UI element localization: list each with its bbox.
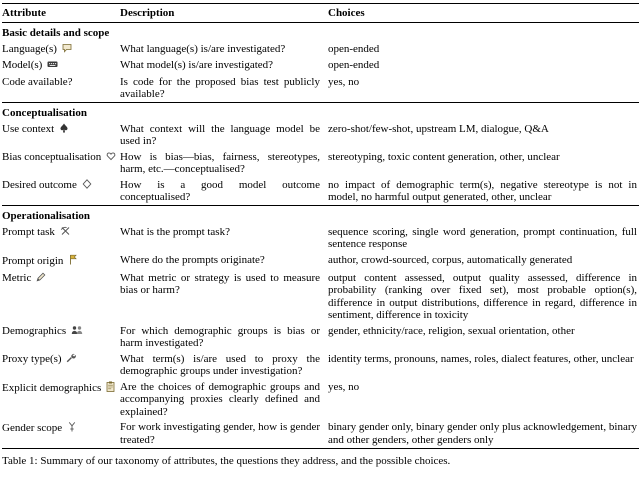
table-body [2, 23, 639, 449]
table-row [2, 351, 639, 379]
attribute-cell [2, 420, 120, 449]
description-cell: Where do the prompts originate? [120, 253, 265, 266]
people-icon [71, 325, 83, 339]
section-title: Operationalisation [2, 206, 639, 225]
choices-cell: identity terms, pronouns, names, roles, dialect features, other, unclear [328, 352, 634, 365]
attribute-cell [2, 252, 120, 270]
choices-cell: author, crowd-sourced, corpus, automatically generated [328, 253, 573, 266]
table-row [2, 270, 639, 323]
description-cell: How is bias—bias, fairness, stereotypes, harm, etc.—conceptualised? [120, 150, 320, 176]
description-cell: For work investigating gender, how is gender treated? [120, 421, 320, 446]
table-row [2, 379, 639, 420]
attribute-cell [2, 177, 120, 206]
description-cell: For which demographic groups is bias or harm investigated? [120, 324, 320, 350]
table-row [2, 420, 639, 449]
header-row [2, 4, 639, 23]
attribute-label: Metric [2, 271, 32, 284]
attribute-cell [2, 41, 120, 58]
description-cell: What term(s) is/are used to proxy the demographic groups under investigation? [120, 352, 320, 378]
description-cell: What language(s) is/are investigated? [120, 42, 286, 55]
table-row [2, 121, 639, 149]
table-row [2, 149, 639, 177]
column-header-choices: Choices [328, 4, 639, 23]
diamond-icon [82, 179, 92, 193]
choices-cell: no impact of demographic term(s), negative stereotype is not in model, no harmful output generated, other, unclear [328, 178, 637, 204]
choices-cell: stereotyping, toxic content generation, other, unclear [328, 150, 560, 163]
choices-cell: zero-shot/few-shot, upstream LM, dialogue, Q&A [328, 122, 549, 135]
choices-cell: yes, no [328, 75, 360, 88]
flag-icon [68, 254, 78, 269]
description-cell: How is a good model outcome conceptualised? [120, 178, 320, 204]
table-row [2, 224, 639, 252]
hammer-pick-icon [60, 226, 71, 240]
description-cell: What context will the language model be used in? [120, 122, 320, 148]
attribute-cell [2, 351, 120, 379]
attribute-cell [2, 270, 120, 323]
table-row [2, 177, 639, 206]
choices-cell: open-ended [328, 59, 380, 72]
speech-balloon-icon [62, 43, 72, 57]
heart-icon [106, 151, 116, 165]
section-title-row [2, 103, 639, 122]
section-title-row [2, 23, 639, 42]
attribute-label: Prompt task [2, 225, 55, 238]
choices-cell: yes, no [328, 380, 360, 393]
section-title: Basic details and scope [2, 26, 110, 39]
description-cell: Is code for the proposed bias test publicly available? [120, 75, 320, 101]
attribute-cell [2, 74, 120, 103]
attribute-label: Gender scope [2, 422, 63, 435]
attribute-cell [2, 379, 120, 420]
table-row [2, 41, 639, 58]
attribute-cell [2, 323, 120, 351]
attribute-label: Use context [2, 122, 55, 135]
choices-cell: sequence scoring, single word generation, prompt continuation, full sentence response [328, 225, 637, 251]
description-cell: Are the choices of demographic groups and accompanying proxies clearly defined and explained? [120, 380, 320, 418]
keyboard-icon [47, 59, 58, 73]
table-row [2, 74, 639, 103]
choices-cell: open-ended [328, 42, 380, 55]
attribute-label: Model(s) [2, 59, 43, 72]
table-row [2, 323, 639, 351]
attribute-label: Demographics [2, 324, 67, 337]
attribute-cell [2, 58, 120, 75]
choices-cell: gender, ethnicity/race, religion, sexual orientation, other [328, 324, 575, 337]
attribute-label: Language(s) [2, 42, 57, 55]
wrench-icon [66, 353, 76, 367]
section-title-row [2, 206, 639, 225]
attribute-label: Desired outcome [2, 178, 77, 191]
attribute-label: Prompt origin [2, 254, 64, 267]
attributes-table [2, 3, 639, 449]
attribute-label: Proxy type(s) [2, 352, 62, 365]
column-header-description: Description [120, 4, 328, 23]
attribute-cell [2, 121, 120, 149]
choices-cell: output content assessed, output quality assessed, difference in probability (ranking over fixed set), most probable option(s), difference in output distributions, difference in regard, difference in sentiment, difference in toxicity [328, 271, 637, 322]
attribute-label: Code available? [2, 75, 73, 88]
clipboard-icon [106, 381, 115, 396]
choices-cell: binary gender only, binary gender only plus acknowledgement, binary and other genders, other genders only [328, 421, 637, 446]
spade-icon [59, 123, 69, 137]
table-row [2, 58, 639, 75]
table-caption: Table 1: Summary of our taxonomy of attributes, the questions they address, and the possible choices. [2, 454, 451, 467]
description-cell: What metric or strategy is used to measure bias or harm? [120, 271, 320, 297]
attribute-cell [2, 224, 120, 252]
pencil-icon [36, 272, 46, 286]
attribute-label: Explicit demographics [2, 381, 102, 394]
description-cell: What model(s) is/are investigated? [120, 59, 274, 72]
table-row [2, 252, 639, 270]
section-title: Conceptualisation [2, 103, 639, 122]
attribute-label: Bias conceptualisation [2, 150, 102, 163]
column-header-attribute: Attribute [2, 4, 120, 23]
gender-symbol-icon [67, 421, 77, 436]
attribute-cell [2, 149, 120, 177]
description-cell: What is the prompt task? [120, 225, 230, 238]
